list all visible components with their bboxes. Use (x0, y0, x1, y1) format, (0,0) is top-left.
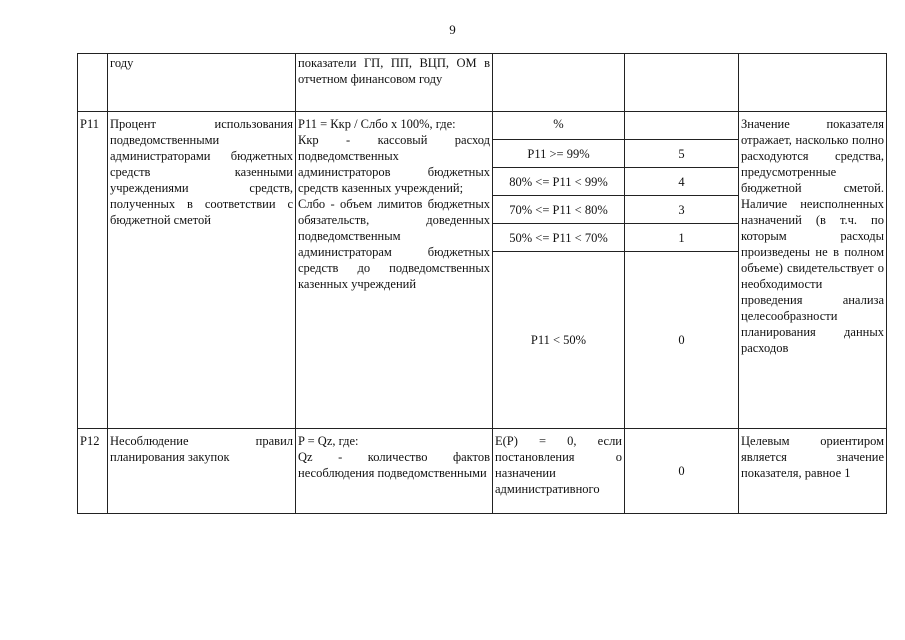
condition-cell: P11 >= 99% (493, 140, 625, 168)
comment-cell (739, 54, 887, 112)
formula-line: Qz - количество фактов несоблюдения подведомственными (298, 450, 490, 480)
code-cell (78, 54, 108, 112)
formula-cell: показатели ГП, ПП, ВЦП, ОМ в отчетном финансовом году (296, 54, 493, 112)
name-cell: Процент использования подведомственными администраторами бюджетных средств казенными учреждениями средств, полученных в соответствии с бюджетной сметой (108, 112, 296, 429)
table-row (78, 429, 887, 514)
score-cell (625, 112, 739, 140)
comment-cell: Значение показателя отражает, насколько полно расходуются средства, предусмотренные бюджетной сметой. Наличие неисполненных назначений (в т.ч. по которым расходы произведены не в полном объеме) свидетельствует о необходимости проведения анализа целесообразности планирования данных расходов (739, 112, 887, 429)
name-cell: Несоблюдение правил планирования закупок (108, 429, 296, 514)
score-cell: 1 (625, 224, 739, 252)
score-cell: 0 (625, 252, 739, 429)
code-cell: P11 (78, 112, 108, 429)
condition-cell: E(P) = 0, если постановления о назначении административного (493, 429, 625, 514)
score-cell: 0 (625, 429, 739, 514)
table-row (78, 112, 887, 140)
score-cell: 3 (625, 196, 739, 224)
score-cell: 4 (625, 168, 739, 196)
condition-cell: P11 < 50% (493, 252, 625, 429)
formula-cell (296, 112, 493, 429)
comment-cell: Целевым ориентиром является значение показателя, равное 1 (739, 429, 887, 514)
unit-cell: % (493, 112, 625, 140)
code-cell: P12 (78, 429, 108, 514)
page-number: 9 (449, 22, 456, 37)
formula-line: P11 = Ккр / Слбо x 100%, где: (298, 117, 456, 131)
condition-cell (493, 54, 625, 112)
condition-cell: 80% <= P11 < 99% (493, 168, 625, 196)
formula-cell (296, 429, 493, 514)
condition-cell: 50% <= P11 < 70% (493, 224, 625, 252)
indicators-table (77, 53, 887, 514)
table-row (78, 54, 887, 112)
score-cell (625, 54, 739, 112)
name-cell: году (108, 54, 296, 112)
formula-line: P = Qz, где: (298, 434, 359, 448)
score-cell: 5 (625, 140, 739, 168)
formula-line: Слбо - объем лимитов бюджетных обязательств, доведенных подведомственным администраторам бюджетных средств до подведомственных казенных учреждений (298, 197, 490, 291)
formula-line: Ккр - кассовый расход подведомственных администраторов бюджетных средств казенных учреждений; (298, 133, 490, 195)
condition-cell: 70% <= P11 < 80% (493, 196, 625, 224)
